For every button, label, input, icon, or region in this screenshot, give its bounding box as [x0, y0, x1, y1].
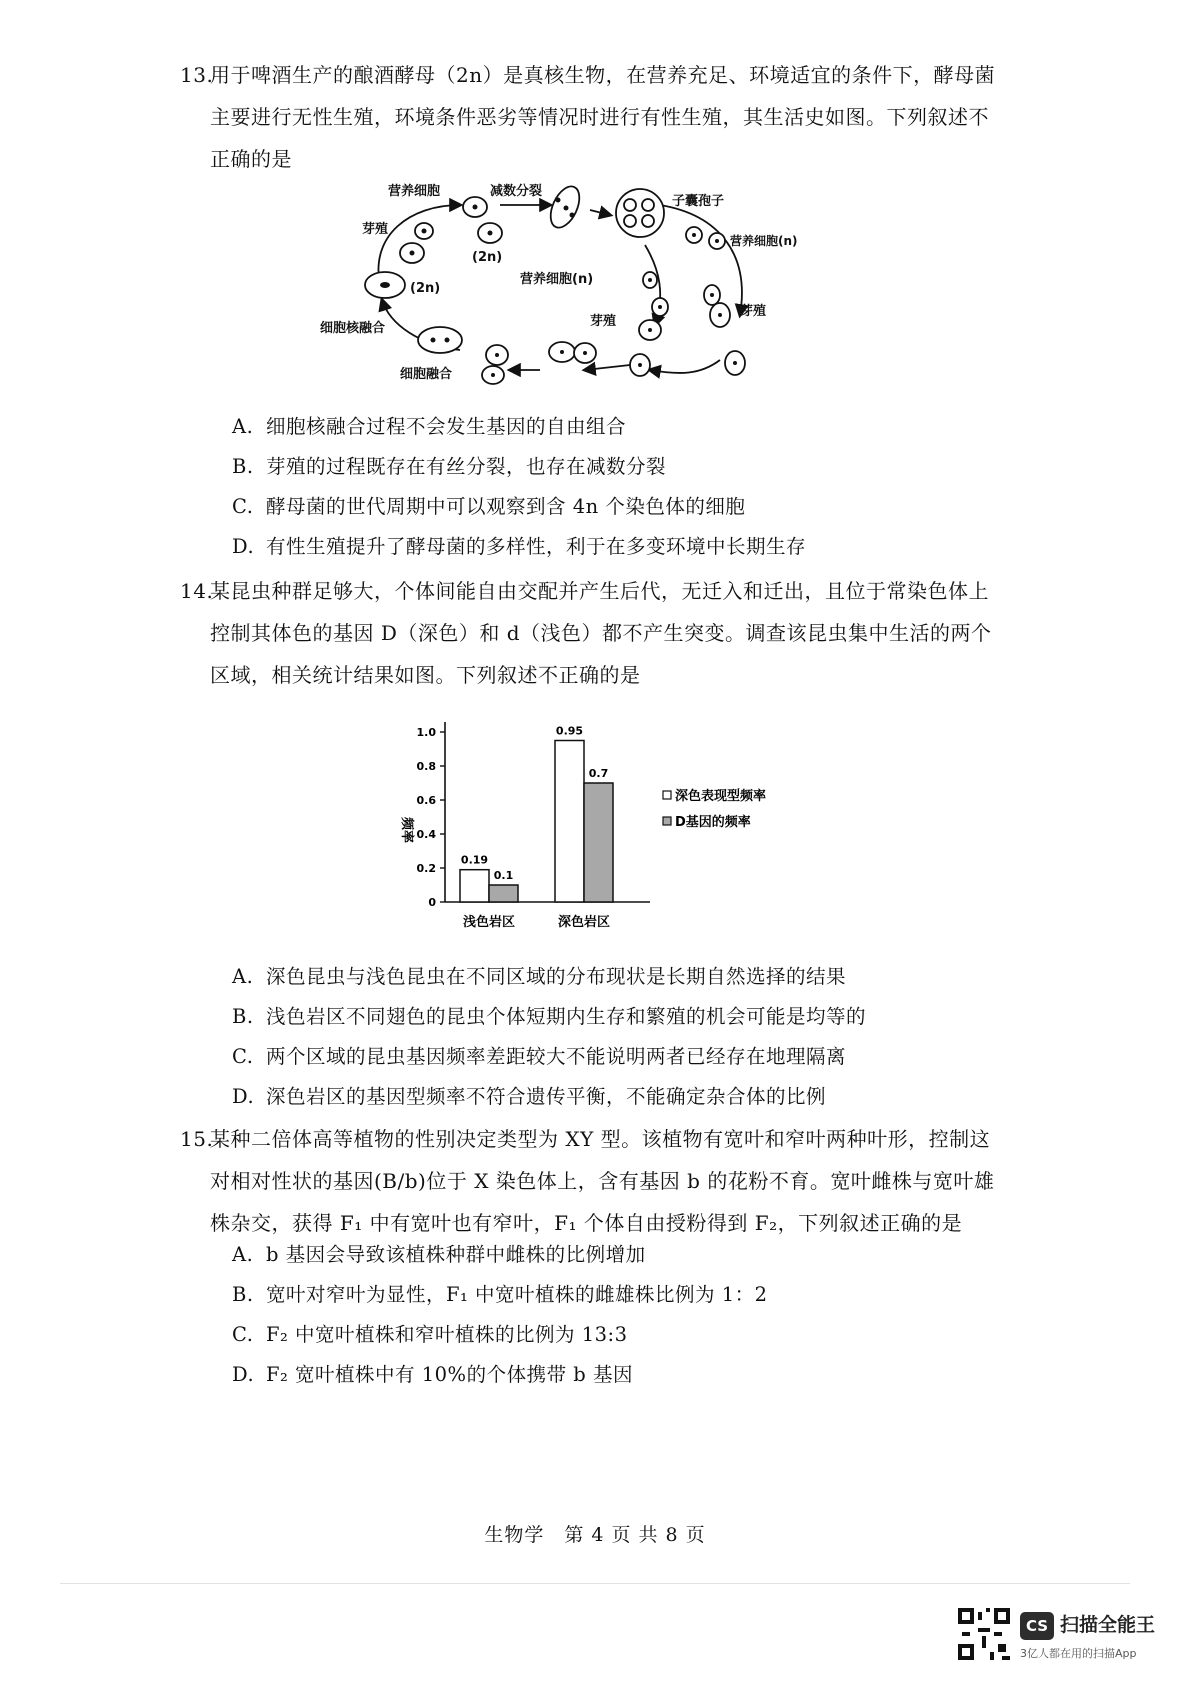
legend-swatch: [663, 817, 671, 825]
label-ploidy-2n: (2n): [472, 250, 503, 265]
x-tick-label: 浅色岩区: [462, 915, 516, 930]
bar: [584, 783, 613, 902]
y-axis-label: 频率: [399, 817, 414, 844]
data-label: 0.19: [460, 853, 489, 867]
question-13: [180, 54, 1040, 180]
label-meiosis: 减数分裂: [490, 184, 543, 199]
data-label: 0.1: [493, 869, 514, 882]
question-text-line: 株杂交，获得 F₁ 中有宽叶也有窄叶，F₁ 个体自由授粉得到 F₂，下列叙述正确的是: [210, 1211, 963, 1235]
option-b: B. 浅色岩区不同翅色的昆虫个体短期内生存和繁殖的机会可能是均等的: [232, 1005, 867, 1028]
option-a: A. 深色昆虫与浅色昆虫在不同区域的分布现状是长期自然选择的结果: [232, 965, 847, 988]
option-c: C. 酵母菌的世代周期中可以观察到含 4n 个染色体的细胞: [232, 495, 746, 518]
y-tick-label: 0.2: [416, 862, 436, 875]
y-tick-label: 1.0: [416, 726, 436, 739]
data-label: 0.95: [555, 724, 584, 738]
bar: [489, 885, 518, 902]
option-a: A. b 基因会导致该植株种群中雌株的比例增加: [232, 1243, 646, 1266]
question-text-line: 控制其体色的基因 D（深色）和 d（浅色）都不产生突变。调查该昆虫集中生活的两个: [210, 621, 992, 645]
question-14: [180, 570, 1040, 696]
question-text-line: 对相对性状的基因(B/b)位于 X 染色体上，含有基因 b 的花粉不育。宽叶雌株与宽叶雄: [210, 1169, 995, 1193]
label-budding-right: 芽殖: [740, 304, 767, 319]
y-tick-label: 0: [428, 896, 436, 909]
question-text-line: 某昆虫种群足够大，个体间能自由交配并产生后代，无迁入和迁出，且位于常染色体上: [210, 579, 989, 603]
yeast-life-cycle-diagram: [300, 175, 860, 390]
question-text-line: 区域，相关统计结果如图。下列叙述不正确的是: [210, 663, 641, 687]
question-text-line: 主要进行无性生殖，环境条件恶劣等情况时进行有性生殖，其生活史如图。下列叙述不: [210, 105, 989, 129]
question-text-line: 用于啤酒生产的酿酒酵母（2n）是真核生物，在营养充足、环境适宜的条件下，酵母菌: [210, 63, 996, 87]
question-15: [180, 1118, 1040, 1244]
scanner-tagline: 3亿人都在用的扫描App: [1020, 1647, 1137, 1660]
bar: [555, 741, 584, 903]
bar: [460, 870, 489, 902]
label-ploidy-2n: (2n): [410, 281, 441, 296]
legend-label: 深色表现型频率: [675, 789, 767, 804]
label-vegetative-n: 营养细胞(n): [730, 234, 798, 248]
data-label: 0.7: [588, 767, 609, 780]
label-vegetative-2n: 营养细胞: [388, 184, 441, 199]
question-number: 15.: [180, 1127, 214, 1151]
option-c: C. F₂ 中宽叶植株和窄叶植株的比例为 13:3: [232, 1323, 628, 1346]
option-b: B. 芽殖的过程既存在有丝分裂，也存在减数分裂: [232, 455, 667, 478]
y-tick-label: 0.8: [416, 760, 436, 773]
question-number: 13.: [180, 63, 214, 87]
qr-code-icon: [958, 1608, 1010, 1660]
label-budding-inner: 芽殖: [590, 314, 617, 329]
question-number: 14.: [180, 579, 214, 603]
label-budding-left: 芽殖: [362, 222, 389, 237]
label-nuclear-fusion: 细胞核融合: [320, 321, 386, 336]
divider: [60, 1583, 1130, 1584]
option-a: A. 细胞核融合过程不会发生基因的自由组合: [232, 415, 627, 438]
scanner-app-name: 扫描全能王: [1060, 1614, 1156, 1636]
option-c: C. 两个区域的昆虫基因频率差距较大不能说明两者已经存在地理隔离: [232, 1045, 847, 1068]
label-ascospore: 子囊孢子: [672, 194, 725, 209]
y-tick-label: 0.4: [416, 828, 436, 841]
legend-swatch: [663, 791, 671, 799]
label-vegetative-n-inner: 营养细胞(n): [520, 272, 594, 287]
x-tick-label: 深色岩区: [557, 915, 611, 930]
option-d: D. 深色岩区的基因型频率不符合遗传平衡，不能确定杂合体的比例: [232, 1085, 827, 1108]
gene-frequency-bar-chart: [395, 695, 815, 955]
camscanner-logo: CS: [1020, 1612, 1054, 1640]
question-text-line: 某种二倍体高等植物的性别决定类型为 XY 型。该植物有宽叶和窄叶两种叶形，控制这: [210, 1127, 991, 1151]
option-d: D. 有性生殖提升了酵母菌的多样性，利于在多变环境中长期生存: [232, 535, 807, 558]
legend-label: D基因的频率: [675, 815, 751, 830]
question-text-line: 正确的是: [210, 147, 292, 171]
option-d: D. F₂ 宽叶植株中有 10%的个体携带 b 基因: [232, 1363, 633, 1386]
page-footer: 生物学 第 4 页 共 8 页: [484, 1524, 706, 1546]
option-b: B. 宽叶对窄叶为显性，F₁ 中宽叶植株的雌雄株比例为 1：2: [232, 1283, 768, 1306]
y-tick-label: 0.6: [416, 794, 436, 807]
label-cell-fusion: 细胞融合: [400, 367, 453, 382]
